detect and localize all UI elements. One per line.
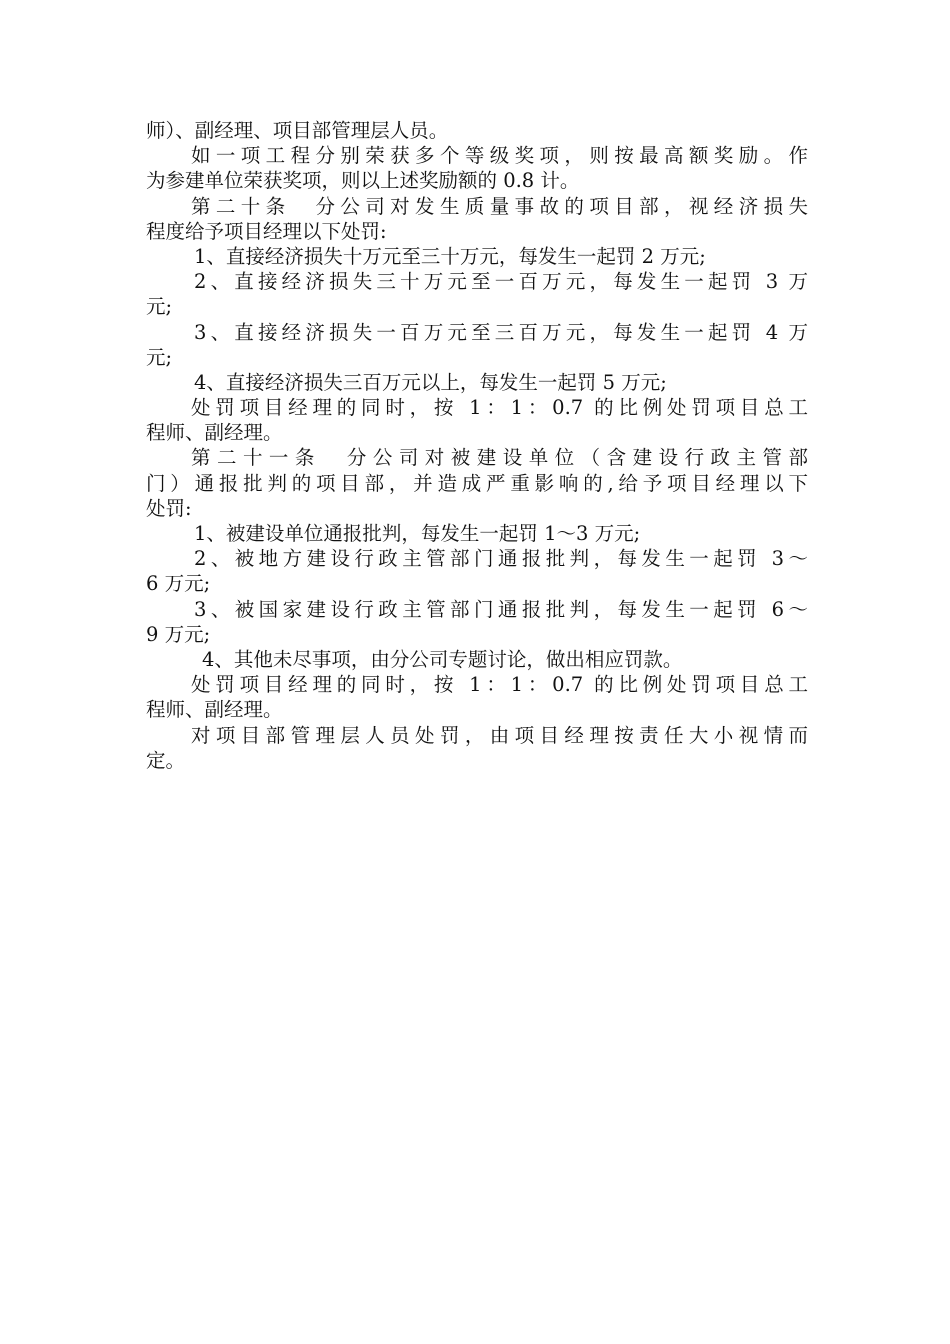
text-line: 程度给予项目经理以下处罚: [146, 219, 387, 243]
text-line: 门）通报批判的项目部，并造成严重影响的,给予项目经理以下 [146, 471, 808, 495]
text-line: 元; [146, 345, 173, 369]
list-item: 1、直接经济损失十万元至三十万元，每发生一起罚 2 万元; [194, 244, 706, 268]
text-line: 9 万元; [146, 622, 211, 646]
list-item: 4、直接经济损失三百万元以上，每发生一起罚 5 万元; [194, 370, 667, 394]
text-line: 6 万元; [146, 572, 211, 596]
list-item: 1、被建设单位通报批判，每发生一起罚 1～3 万元; [194, 522, 641, 545]
text-line: 程师、副经理。 [146, 421, 283, 445]
text-line: 定。 [146, 748, 186, 772]
list-item: 2、直接经济损失三十万元至一百万元，每发生一起罚 3 万 [194, 270, 808, 294]
text-line: 为参建单位荣获奖项，则以上述奖励额的 0.8 计。 [146, 169, 580, 193]
list-item: 2、被地方建设行政主管部门通报批判，每发生一起罚 3～ [194, 547, 808, 571]
text-line: 处罚项目经理的同时，按 1：1：0.7 的比例处罚项目总工 [191, 396, 808, 420]
article-20-heading: 第二十条 分公司对发生质量事故的项目部，视经济损失 [191, 194, 808, 218]
list-item: 3、直接经济损失一百万元至三百万元，每发生一起罚 4 万 [194, 320, 808, 344]
article-21-heading: 第二十一条 分公司对被建设单位（含建设行政主管部 [191, 446, 808, 470]
text-line: 程师、副经理。 [146, 698, 283, 722]
list-item: 3、被国家建设行政主管部门通报批判，每发生一起罚 6～ [194, 597, 808, 621]
text-line: 处罚项目经理的同时，按 1：1：0.7 的比例处罚项目总工 [191, 673, 808, 697]
list-item: 4、其他未尽事项，由分公司专题讨论，做出相应罚款。 [202, 647, 683, 671]
text-line: 处罚: [146, 496, 192, 520]
text-line: 师）、副经理、项目部管理层人员。 [146, 119, 449, 142]
text-line: 对项目部管理层人员处罚，由项目经理按责任大小视情而 [191, 723, 808, 747]
document-body [146, 118, 808, 773]
text-line: 元; [146, 295, 173, 319]
text-line: 如一项工程分别荣获多个等级奖项，则按最高额奖励。作 [191, 144, 808, 168]
